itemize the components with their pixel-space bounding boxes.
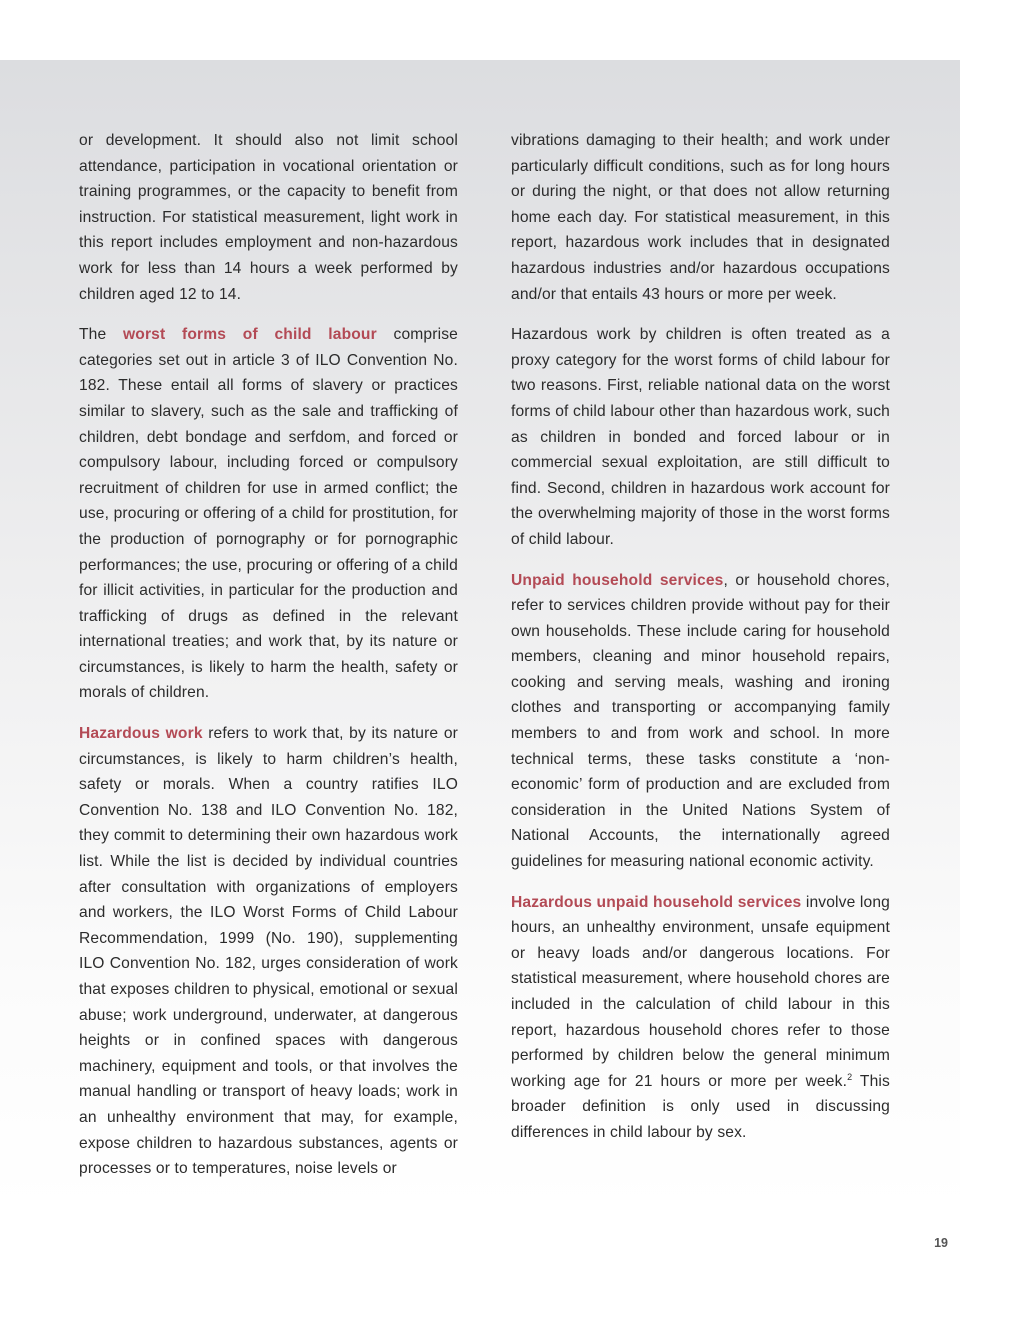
paragraph-hazardous-work: [79, 721, 458, 1182]
paragraph-body: comprise categories set out in article 3 of ILO Convention No. 182. These entail all forms of slavery or practices similar to slavery, such as the sale and trafficking of children, debt bondage and serfdom, and forced or compulsory labour, including forced or compulsory recruitment of children for use in armed conflict; the use, procuring or offering of a child for prostitution, for the production of pornography or for pornographic performances; the use, procuring or offering of a child for illicit activities, in particular for the production and trafficking of drugs as defined in the relevant international treaties; and work that, by its nature or circumstances, is likely to harm the health, safety or morals of children.: [79, 326, 458, 702]
page-number: 19: [934, 1236, 948, 1250]
paragraph-body: , or household chores, refer to services children provide without pay for their own households. These include caring for household members, cleaning and minor household repairs, cooking and serving meals, washing and ironing clothes and transporting or accompanying family members to and from work and school. In more technical terms, these tasks constitute a ‘non-economic’ form of production and are excluded from consideration in the United Nations System of National Accounts, the internationally agreed guidelines for measuring national economic activity.: [511, 571, 890, 871]
term-worst-forms-of-child-labour: worst forms of child labour: [123, 326, 377, 344]
right-column: [511, 128, 890, 1161]
paragraph-worst-forms: [79, 322, 458, 706]
term-hazardous-work: Hazardous work: [79, 725, 203, 743]
paragraph-hazardous-work-continued: vibrations damaging to their health; and work under particularly difficult conditions, such as for long hours or during the night, or that does not allow returning home each day. For statistical measurement, in this report, hazardous work includes that in designated hazardous industries and/or hazardous occupations and/or that entails 43 hours or more per week.: [511, 132, 890, 303]
term-unpaid-household-services: Unpaid household services: [511, 571, 724, 589]
paragraph-lead-in: The: [79, 326, 123, 344]
paragraph-light-work-continued: or development. It should also not limit school attendance, participation in vocational orientation or training programmes, or the capacity to benefit from instruction. For statistical measurement, light work in this report includes employment and non-hazardous work for less than 14 hours a week performed by children aged 12 to 14.: [79, 132, 458, 303]
paragraph-tail: This broader definition is only used in discussing differences in child labour by sex.: [511, 1072, 890, 1141]
term-hazardous-unpaid-household-services: Hazardous unpaid household services: [511, 893, 802, 911]
paragraph-unpaid-household-services: [511, 568, 890, 875]
footnote-reference[interactable]: 2: [847, 1071, 853, 1082]
paragraph-body: refers to work that, by its nature or circumstances, is likely to harm children’s health, safety or morals. When a country ratifies ILO Convention No. 138 and ILO Convention No. 182, they commit to determining their own hazardous work list. While the list is decided by individual countries after consultation with organizations of employers and workers, the ILO Worst Forms of Child Labour Recommendation, 1999 (No. 190), supplementing ILO Convention No. 182, urges consideration of work that exposes children to physical, emotional or sexual abuse; work underground, underwater, at dangerous heights or in confined spaces with dangerous machinery, equipment and tools, or that involves the manual handling or transport of heavy loads; work in an unhealthy environment that may, for example, expose children to hazardous substances, agents or processes or to temperatures, noise levels or: [79, 725, 458, 1178]
paragraph-hazardous-unpaid-household-services: [511, 890, 890, 1146]
paragraph-proxy-category: Hazardous work by children is often treated as a proxy category for the worst forms of child labour for two reasons. First, reliable national data on the worst forms of child labour other than hazardous work, such as children in bonded and forced labour or in commercial sexual exploitation, are still difficult to find. Second, children in hazardous work account for the overwhelming majority of those in the worst forms of child labour.: [511, 326, 890, 548]
left-column: [79, 128, 458, 1197]
paragraph-body: involve long hours, an unhealthy environment, unsafe equipment or heavy loads and/or dangerous locations. For statistical measurement, where household chores are included in the calculation of child labour in this report, hazardous household chores refer to those performed by children below the general minimum working age for 21 hours or more per week.: [511, 893, 891, 1090]
